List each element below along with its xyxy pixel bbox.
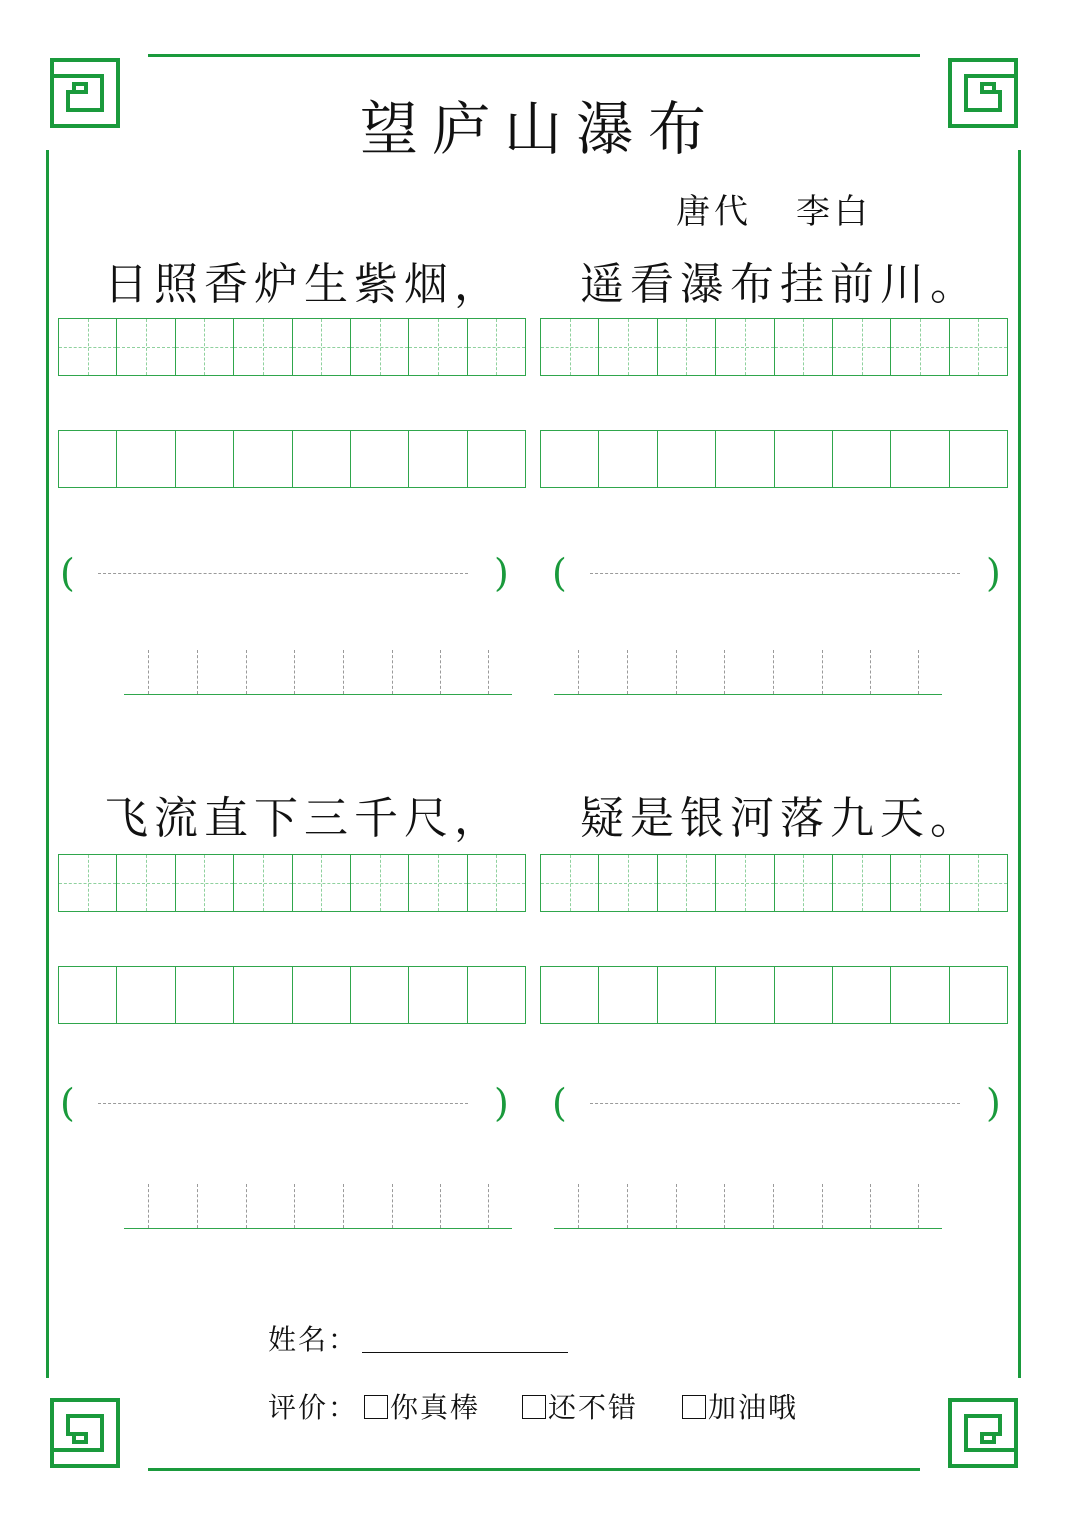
paren-close: ) [986,551,1001,595]
author-name: 李白 [796,192,872,232]
square-grid[interactable] [540,966,1008,1024]
answer-dashed-line[interactable] [98,1103,468,1104]
square-grid[interactable] [540,430,1008,488]
verse-line-1: 日照香炉生紫烟， [104,259,504,310]
tianzige-grid[interactable] [540,318,1008,376]
border-bottom [148,1468,920,1471]
name-input-line[interactable] [362,1352,568,1353]
eval-option-great[interactable] [364,1386,480,1426]
paren-close: ) [986,1081,1001,1125]
poem-author [676,184,872,233]
name-label: 姓名： [268,1323,359,1356]
border-right [1018,150,1021,1378]
border-top [148,54,920,57]
eval-option-label: 加油哦 [708,1391,799,1424]
poem-title: 望庐山瀑布 [359,95,720,163]
tick-writing-line[interactable] [554,1182,942,1229]
verse-line-2: 遥看瀑布挂前川。 [580,259,980,310]
tianzige-grid[interactable] [540,854,1008,912]
answer-dashed-line[interactable] [98,573,468,574]
verse-line-3: 飞流直下三千尺， [104,793,504,844]
checkbox[interactable] [522,1395,546,1419]
checkbox[interactable] [364,1395,388,1419]
eval-option-label: 你真棒 [390,1391,481,1424]
tianzige-grid[interactable] [58,318,526,376]
tick-writing-line[interactable] [124,1182,512,1229]
tianzige-grid[interactable] [58,854,526,912]
eval-label: 评价： [268,1391,359,1424]
corner-ornament-bottom-right [946,1396,1020,1470]
paren-open: ( [60,551,75,595]
eval-option-try-harder[interactable] [682,1386,798,1426]
paren-close: ) [494,551,509,595]
paren-open: ( [552,551,567,595]
border-left [46,150,49,1378]
paren-close: ) [494,1081,509,1125]
eval-option-good[interactable] [522,1386,638,1426]
checkbox[interactable] [682,1395,706,1419]
author-dynasty: 唐代 [676,192,752,232]
answer-dashed-line[interactable] [590,1103,960,1104]
eval-option-label: 还不错 [548,1391,639,1424]
square-grid[interactable] [58,430,526,488]
tick-writing-line[interactable] [124,648,512,695]
paren-open: ( [552,1081,567,1125]
verse-line-4: 疑是银河落九天。 [580,793,980,844]
paren-open: ( [60,1081,75,1125]
tick-writing-line[interactable] [554,648,942,695]
square-grid[interactable] [58,966,526,1024]
corner-ornament-bottom-left [48,1396,122,1470]
answer-dashed-line[interactable] [590,573,960,574]
